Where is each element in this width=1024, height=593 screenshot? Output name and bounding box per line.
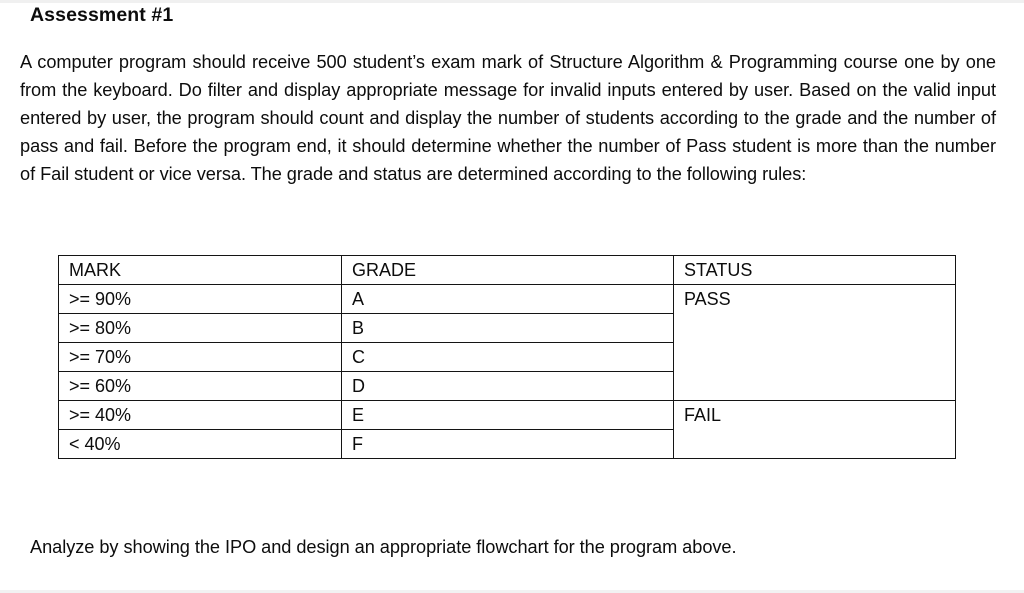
footer-instruction-text: Analyze by showing the IPO and design an appropriate flowchart for the program above.	[30, 537, 737, 557]
assessment-description-paragraph: A computer program should receive 500 student’s exam mark of Structure Algorithm & Programming course one by one from the keyboard. Do filter and display appropriate message for invalid inputs entered by user. Based on the valid input entered by user, the program should count and display the number of students according to the grade and the number of pass and fail. Before the program end, it should determine whether the number of Pass student is more than the number of Fail student or vice versa. The grade and status are determined according to the following rules:	[20, 52, 996, 185]
cell-status-pass: PASS	[674, 285, 956, 401]
cell-status-fail: FAIL	[674, 401, 956, 459]
grading-rules-table	[58, 255, 956, 459]
cell-mark: >= 60%	[59, 372, 342, 401]
cell-mark: >= 40%	[59, 401, 342, 430]
page-title: Assessment #1	[30, 4, 174, 26]
cell-mark: >= 90%	[59, 285, 342, 314]
table-header-row	[59, 256, 956, 285]
cell-grade: D	[342, 372, 674, 401]
column-header-mark: MARK	[59, 256, 342, 285]
cell-mark: < 40%	[59, 430, 342, 459]
cell-grade: A	[342, 285, 674, 314]
table-row	[59, 285, 956, 314]
cell-mark: >= 80%	[59, 314, 342, 343]
cell-mark: >= 70%	[59, 343, 342, 372]
table-row	[59, 401, 956, 430]
column-header-grade: GRADE	[342, 256, 674, 285]
cell-grade: B	[342, 314, 674, 343]
cell-grade: E	[342, 401, 674, 430]
cell-grade: C	[342, 343, 674, 372]
column-header-status: STATUS	[674, 256, 956, 285]
cell-grade: F	[342, 430, 674, 459]
